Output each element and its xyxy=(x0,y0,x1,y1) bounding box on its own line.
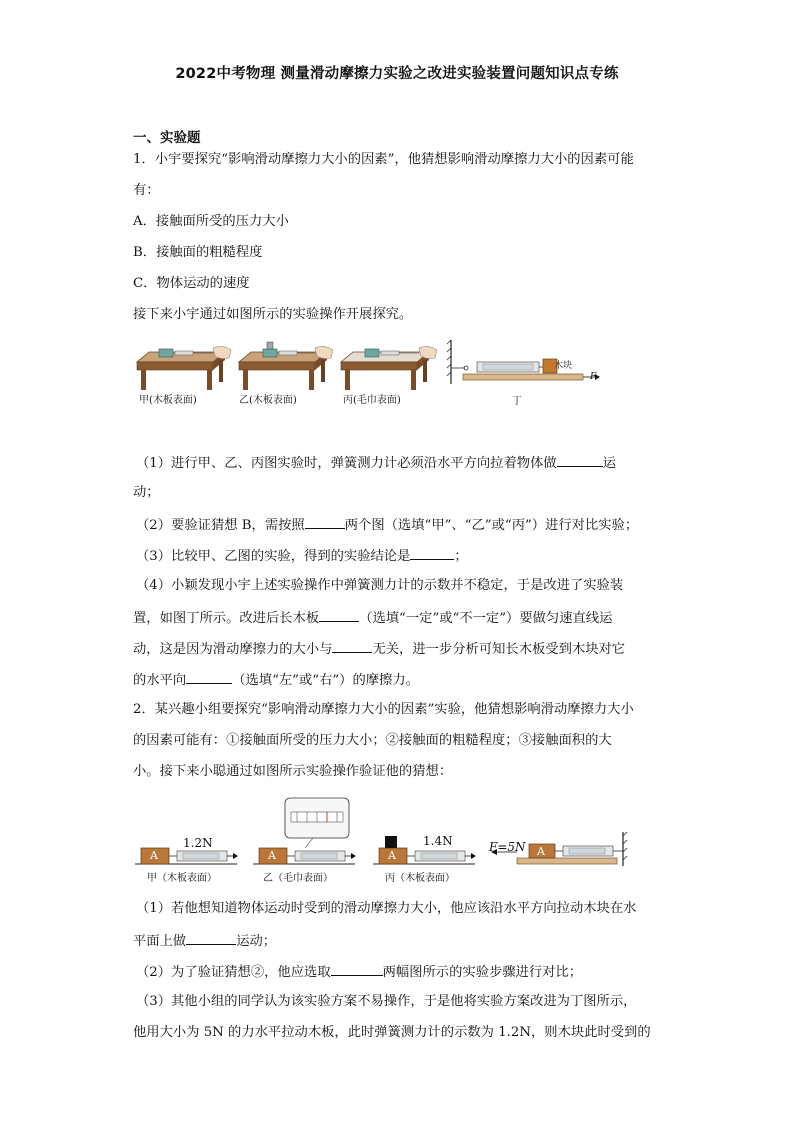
q1-option-a: A．接触面所受的压力大小 xyxy=(133,214,289,229)
q2-part-2-line xyxy=(136,961,676,983)
q1-part-1-text: （1）进行甲、乙、丙图实验时，弹簧测力计必须沿水平方向拉着物体做 xyxy=(136,456,557,471)
figure-label-block: 木块 xyxy=(554,361,573,371)
q2-stem-line-2: 的因素可能有：①接触面所受的压力大小；②接触面的粗糙程度；③接触面积的大 xyxy=(133,733,612,748)
q1-option-b: B．接触面的粗糙程度 xyxy=(133,245,263,260)
table-yi-drawing xyxy=(239,342,333,390)
q1-part-4-line-3 xyxy=(133,638,673,660)
answer-blank[interactable] xyxy=(331,961,383,976)
q2-part-2-text: （2）为了验证猜想②，他应选取 xyxy=(136,965,331,980)
answer-blank[interactable] xyxy=(332,638,372,653)
answer-blank[interactable] xyxy=(186,930,236,945)
answer-blank[interactable] xyxy=(305,514,345,529)
answer-blank[interactable] xyxy=(319,607,359,622)
q2-part-1-line-1: （1）若他想知道物体运动时受到的滑动摩擦力大小，他应该沿水平方向拉动木块在水 xyxy=(136,901,637,916)
q1-part-3-line xyxy=(136,545,676,567)
q1-part-4-text-f: 的水平向 xyxy=(133,673,187,688)
q1-part-4-line-2 xyxy=(133,607,673,629)
q1-part-1-line-1 xyxy=(136,452,676,474)
q2-part-3-line-2: 他用大小为 5N 的力水平拉动木板，此时弹簧测力计的示数为 1.2N，则木块此时受到的 xyxy=(133,1025,651,1040)
q2-experiment-figure xyxy=(133,796,631,886)
figure-label-ding: 丁 xyxy=(512,396,522,407)
table-bing-drawing xyxy=(341,346,437,390)
q1-part-3-text: （3）比较甲、乙图的实验，得到的实验结论是 xyxy=(136,549,411,564)
q1-part-4-text-b: 置，如图丁所示。改进后长木板 xyxy=(133,611,320,626)
page-title: 2022中考物理 测量滑动摩擦力实验之改进实验装置问题知识点专练 xyxy=(175,66,619,82)
q1-lead-text: 接下来小宇通过如图所示的实验操作开展探究。 xyxy=(133,307,413,322)
block-label-ding: A xyxy=(537,845,545,858)
figure-label-force: F xyxy=(590,372,597,382)
q1-part-4-text-e: 无关，进一步分析可知长木板受到木块对它 xyxy=(372,642,626,657)
q1-part-4-text-c: （选填“一定”或“不一定”）要做匀速直线运 xyxy=(359,611,613,626)
answer-blank[interactable] xyxy=(186,669,232,684)
figure-label-yi: 乙（毛巾表面） xyxy=(263,873,333,884)
q2-part-1-line-2 xyxy=(133,930,673,952)
q1-part-2-suffix: 两个图（选填“甲”、“乙”或“丙”）进行对比实验； xyxy=(344,518,639,533)
q2-part-3-line-1: （3）其他小组的同学认为该实验方案不易操作，于是他将实验方案改进为丁图所示， xyxy=(136,994,637,1009)
q1-option-c: C．物体运动的速度 xyxy=(133,276,250,291)
spring-reading-jia: 1.2N xyxy=(183,836,213,850)
figure-label-yi: 乙(木板表面) xyxy=(239,395,297,406)
q1-part-3-suffix: ； xyxy=(454,549,468,564)
figure-label-bing: 丙（木板表面） xyxy=(385,873,455,884)
q1-part-2-line xyxy=(136,514,676,536)
q1-part-4-text-d: 动，这是因为滑动摩擦力的大小与 xyxy=(133,642,333,657)
answer-blank[interactable] xyxy=(410,545,454,560)
q1-part-1-line-2: 动； xyxy=(133,485,160,500)
q1-stem-line-1: 1．小宇要探究“影响滑动摩擦力大小的因素”，他猜想影响滑动摩擦力大小的因素可能 xyxy=(133,152,634,167)
section-heading: 一、实验题 xyxy=(133,130,201,146)
block-label-bing: A xyxy=(388,849,396,862)
figure-label-jia: 甲（木板表面） xyxy=(147,873,217,884)
figure-label-jia: 甲(木板表面) xyxy=(139,395,197,406)
spring-reading-bing: 1.4N xyxy=(423,834,453,848)
block-label-jia: A xyxy=(150,849,158,862)
q2-stem-line-1: 2．某兴趣小组要探究“影响滑动摩擦力大小的因素”实验，他猜想影响滑动摩擦力大小 xyxy=(133,702,634,717)
q2-stem-line-3: 小。接下来小聪通过如图所示实验操作验证他的猜想： xyxy=(133,764,453,779)
q1-part-4-text-g: （选填“左”或“右”）的摩擦力。 xyxy=(232,673,419,688)
answer-blank[interactable] xyxy=(557,452,603,467)
figure-label-bing: 丙(毛巾表面) xyxy=(343,395,401,406)
q2-part-1-text-c: 运动； xyxy=(236,934,277,949)
q1-part-4-line-1: （4）小颖发现小宇上述实验操作中弹簧测力计的示数并不稳定，于是改进了实验装 xyxy=(136,578,624,593)
setup-ding-drawing xyxy=(447,340,600,384)
block-label-yi: A xyxy=(268,849,276,862)
table-jia-drawing xyxy=(137,346,231,390)
q2-part-2-suffix: 两幅图所示的实验步骤进行对比； xyxy=(382,965,583,980)
q1-part-1-suffix: 运 xyxy=(602,456,616,471)
q1-experiment-figure xyxy=(133,336,613,408)
q1-stem-line-2: 有： xyxy=(133,183,160,198)
q1-part-2-text: （2）要验证猜想 B，需按照 xyxy=(136,518,305,533)
applied-force-label: F=5N xyxy=(489,840,526,854)
q2-part-1-text-b: 平面上做 xyxy=(133,934,187,949)
q1-part-4-line-4 xyxy=(133,669,673,691)
